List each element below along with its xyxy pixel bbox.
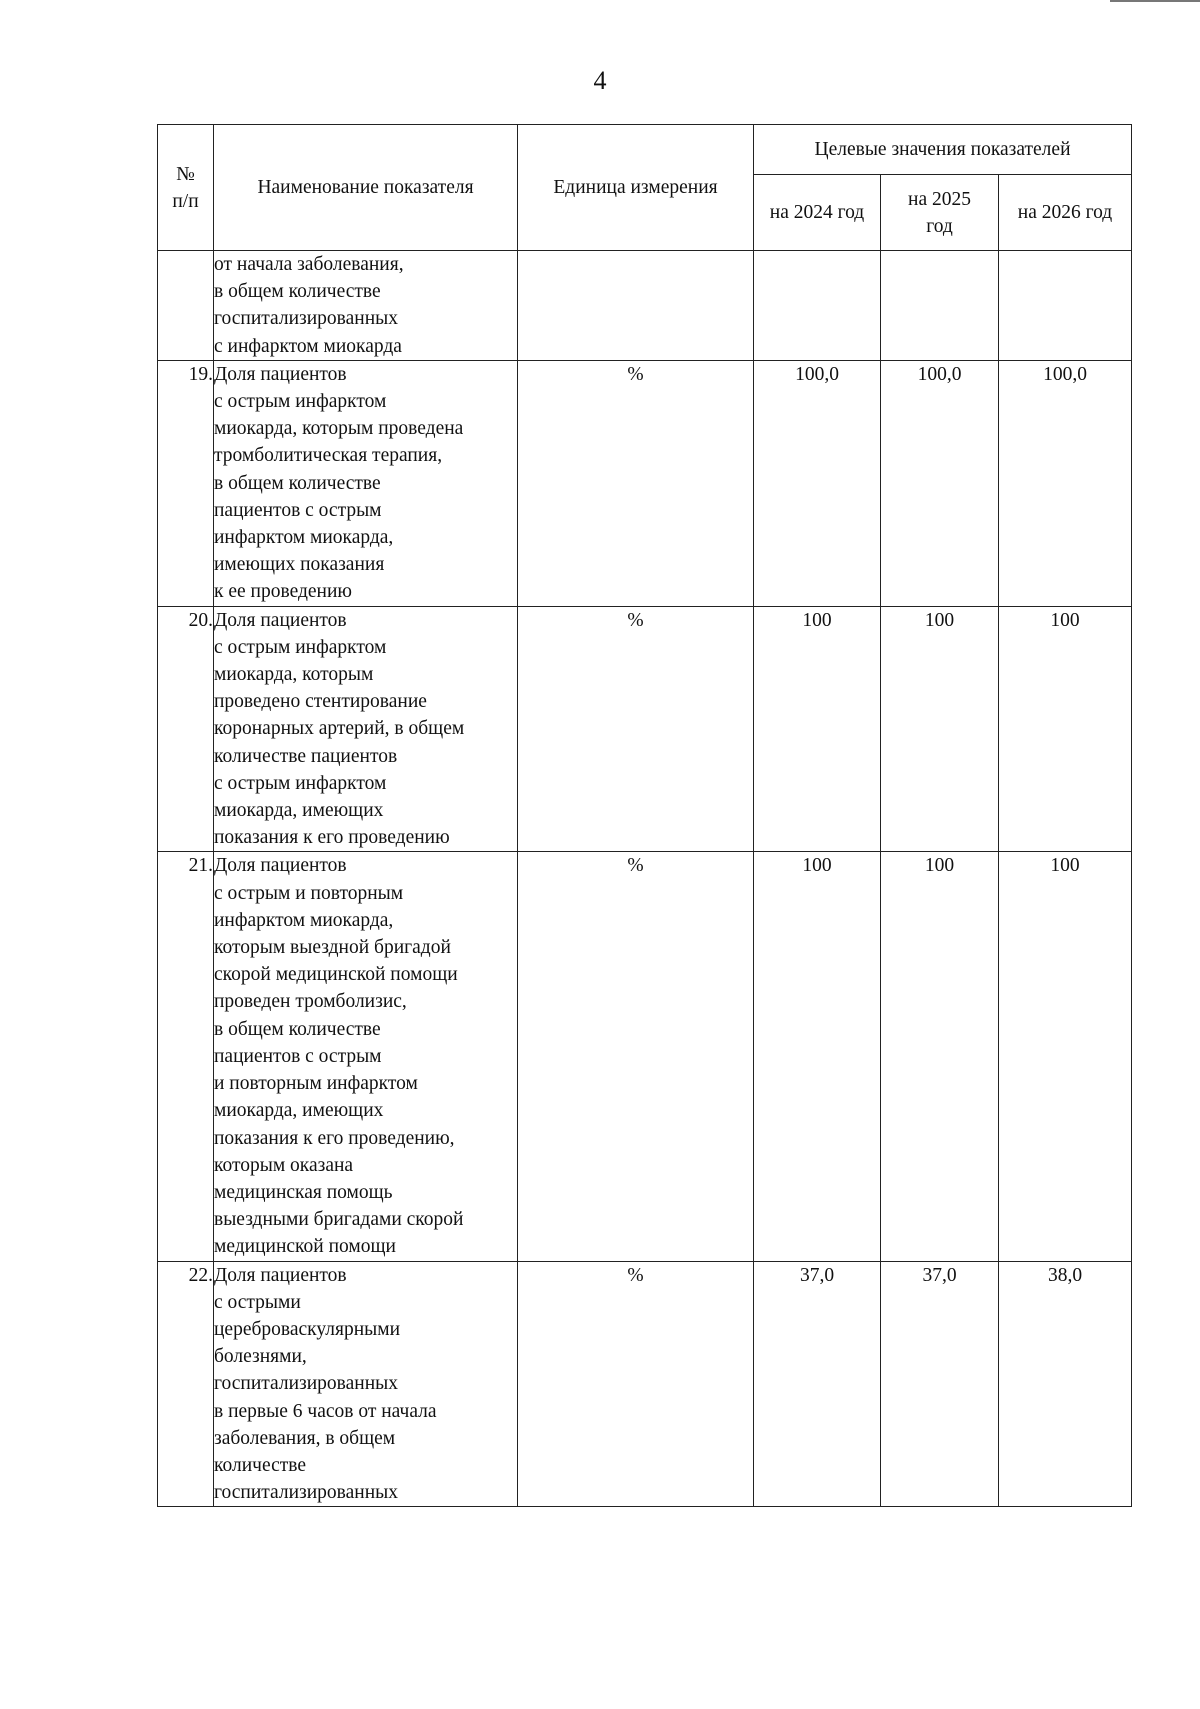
indicator-name-line: имеющих показания <box>214 554 385 576</box>
indicator-name-line: количестве <box>214 1454 307 1476</box>
row-value-2026 <box>999 251 1132 361</box>
indicator-name-line: с острым и повторным <box>214 882 404 904</box>
row-value-2025: 100,0 <box>881 360 999 606</box>
indicator-name-line: миокарда, имеющих <box>214 1100 384 1122</box>
row-value-2024 <box>754 251 881 361</box>
row-value-2026: 100,0 <box>999 360 1132 606</box>
header-indicator-name: Наименование показателя <box>214 125 518 251</box>
row-indicator-name <box>214 852 518 1261</box>
indicator-name-line: показания к его проведению <box>214 827 450 849</box>
table-body <box>158 251 1132 1507</box>
row-indicator-name <box>214 606 518 852</box>
row-value-2026: 38,0 <box>999 1261 1132 1507</box>
indicator-name-line: коронарных артерий, в общем <box>214 718 465 740</box>
row-indicator-name <box>214 1261 518 1507</box>
indicator-name-line: госпитализированных <box>214 308 398 330</box>
row-value-2024: 100,0 <box>754 360 881 606</box>
indicator-name-line: миокарда, которым <box>214 664 374 686</box>
row-number <box>158 251 214 361</box>
row-unit: % <box>518 360 754 606</box>
indicator-name-line: Доля пациентов <box>214 363 347 385</box>
indicator-name-line: количестве пациентов <box>214 745 398 767</box>
indicator-name-line: с острым инфарктом <box>214 391 387 413</box>
indicator-name-line: с инфарктом миокарда <box>214 335 402 357</box>
table-row <box>158 251 1132 361</box>
header-target-values: Целевые значения показателей <box>754 125 1132 175</box>
indicator-name-line: миокарда, имеющих <box>214 800 384 822</box>
row-value-2024: 100 <box>754 606 881 852</box>
indicator-name-line: пациентов с острым <box>214 499 382 521</box>
indicator-name-line: госпитализированных <box>214 1482 398 1504</box>
table-header <box>158 125 1132 251</box>
row-number: 20. <box>158 606 214 852</box>
header-unit: Единица измерения <box>518 125 754 251</box>
row-number: 19. <box>158 360 214 606</box>
row-value-2024: 37,0 <box>754 1261 881 1507</box>
row-value-2025: 100 <box>881 852 999 1261</box>
row-unit: % <box>518 606 754 852</box>
header-number: № п/п <box>158 125 214 251</box>
indicator-name-line: цереброваскулярными <box>214 1318 401 1340</box>
indicator-name-line: миокарда, которым проведена <box>214 418 464 440</box>
table-row <box>158 1261 1132 1507</box>
row-number: 21. <box>158 852 214 1261</box>
row-value-2026: 100 <box>999 606 1132 852</box>
row-unit: % <box>518 1261 754 1507</box>
row-unit <box>518 251 754 361</box>
row-indicator-name <box>214 360 518 606</box>
indicators-table <box>157 124 1132 1507</box>
indicator-name-line: медицинская помощь <box>214 1181 393 1203</box>
indicator-name-line: которым оказана <box>214 1154 354 1176</box>
indicator-name-line: инфарктом миокарда, <box>214 909 394 931</box>
indicator-name-line: медицинской помощи <box>214 1236 396 1258</box>
row-number: 22. <box>158 1261 214 1507</box>
indicator-name-line: к ее проведению <box>214 581 352 603</box>
header-year-2024: на 2024 год <box>754 175 881 251</box>
row-value-2026: 100 <box>999 852 1132 1261</box>
indicator-name-line: в общем количестве <box>214 281 381 303</box>
indicator-name-line: от начала заболевания, <box>214 254 404 275</box>
indicator-name-line: скорой медицинской помощи <box>214 964 458 986</box>
row-unit: % <box>518 852 754 1261</box>
indicator-name-line: Доля пациентов <box>214 609 347 631</box>
row-value-2025 <box>881 251 999 361</box>
table-row <box>158 852 1132 1261</box>
indicator-name-line: с острыми <box>214 1291 301 1313</box>
page-number: 4 <box>593 66 607 95</box>
indicator-name-line: в общем количестве <box>214 1018 381 1040</box>
row-value-2025: 37,0 <box>881 1261 999 1507</box>
indicator-name-line: Доля пациентов <box>214 1264 347 1286</box>
indicator-name-line: выездными бригадами скорой <box>214 1209 464 1231</box>
indicator-name-line: тромболитическая терапия, <box>214 445 443 467</box>
indicator-name-line: в общем количестве <box>214 472 381 494</box>
header-year-2026: на 2026 год <box>999 175 1132 251</box>
row-value-2025: 100 <box>881 606 999 852</box>
indicator-name-line: с острым инфарктом <box>214 636 387 658</box>
indicator-name-line: проведен тромболизис, <box>214 991 407 1013</box>
table-row <box>158 606 1132 852</box>
indicator-name-line: показания к его проведению, <box>214 1127 455 1149</box>
row-indicator-name <box>214 251 518 361</box>
row-value-2024: 100 <box>754 852 881 1261</box>
indicator-name-line: инфарктом миокарда, <box>214 527 394 549</box>
indicator-name-line: заболевания, в общем <box>214 1427 396 1449</box>
indicator-name-line: проведено стентирование <box>214 691 427 713</box>
indicator-name-line: в первые 6 часов от начала <box>214 1400 437 1422</box>
indicator-name-line: которым выездной бригадой <box>214 937 451 959</box>
top-edge-rule <box>1110 0 1200 2</box>
indicator-name-line: Доля пациентов <box>214 855 347 877</box>
indicator-name-line: пациентов с острым <box>214 1045 382 1067</box>
indicator-name-line: с острым инфарктом <box>214 772 387 794</box>
indicator-name-line: госпитализированных <box>214 1373 398 1395</box>
indicator-name-line: болезнями, <box>214 1346 307 1368</box>
table-row <box>158 360 1132 606</box>
header-year-2025: на 2025 год <box>881 175 999 251</box>
indicator-name-line: и повторным инфарктом <box>214 1073 418 1095</box>
